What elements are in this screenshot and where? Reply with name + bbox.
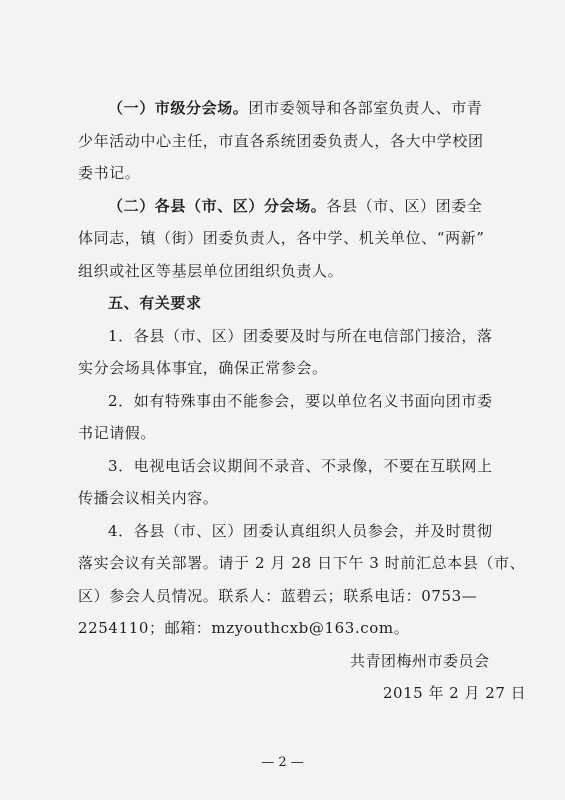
section-2-heading: （二）各县（市、区）分会场。 xyxy=(108,197,327,215)
paragraph-line: 组织或社区等基层单位团组织负责人。 xyxy=(78,262,344,280)
paragraph-line: 少年活动中心主任，市直各系统团委负责人，各大中学校团 xyxy=(78,132,484,150)
requirement-2-line: 2．如有特殊事由不能参会，要以单位名义书面向团市委 xyxy=(108,392,493,410)
paragraph-line: 实分会场具体事宜，确保正常参会。 xyxy=(78,359,328,377)
paragraph-line: 传播会议相关内容。 xyxy=(78,489,219,507)
requirement-3-line: 3．电视电话会议期间不录音、不录像，不要在互联网上 xyxy=(108,457,493,475)
contact-email-line: 2254110；邮箱：mzyouthcxb@163.com。 xyxy=(78,619,410,637)
signature-date: 2015 年 2 月 27 日 xyxy=(383,684,527,702)
section-1-heading-line xyxy=(108,98,518,118)
section-1-heading: （一）市级分会场。 xyxy=(108,99,249,117)
page-number: — 2 — xyxy=(261,755,304,770)
paragraph-line: 区）参会人员情况。联系人：蓝碧云；联系电话：0753— xyxy=(78,587,478,605)
section-1-text: 团市委领导和各部室负责人、市青 xyxy=(248,99,483,117)
signature-org: 共青团梅州市委员会 xyxy=(350,652,490,670)
paragraph-line: 落实会议有关部署。请于 2 月 28 日下午 3 时前汇总本县（市、 xyxy=(78,554,526,572)
requirement-4-line: 4．各县（市、区）团委认真组织人员参会，并及时贯彻 xyxy=(108,522,493,540)
requirement-1-line: 1．各县（市、区）团委要及时与所在电信部门接洽，落 xyxy=(108,327,493,345)
paragraph-line: 书记请假。 xyxy=(78,424,157,442)
paragraph-line: 体同志，镇（街）团委负责人，各中学、机关单位、“两新” xyxy=(78,229,485,247)
section-5-heading: 五、有关要求 xyxy=(108,294,202,312)
section-2-heading-line xyxy=(108,196,518,216)
section-2-text: 各县（市、区）团委全 xyxy=(326,197,483,215)
paragraph-line: 委书记。 xyxy=(78,164,141,182)
